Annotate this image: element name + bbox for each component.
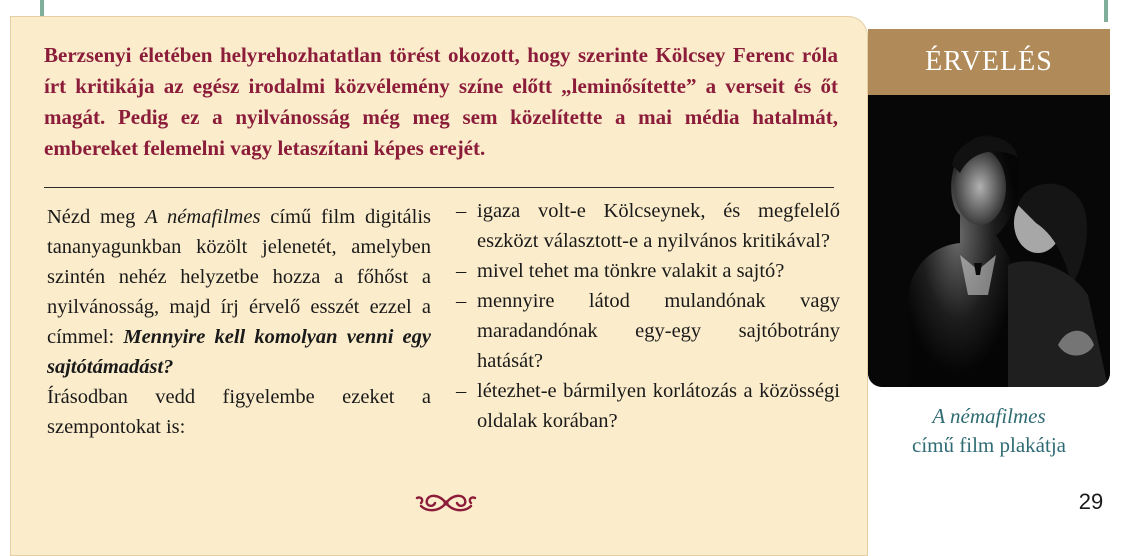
list-item [456,256,840,286]
task-film-title: A némafilmes [145,206,261,228]
top-rule-right [1104,0,1108,22]
list-dash: – [456,290,467,312]
list-item-text: igaza volt-e Kölcseynek, és megfelelő eszközt választott-e a nyilvános kritikával? [477,200,840,252]
task-paragraph [47,202,431,382]
section-header: ÉRVELÉS [868,29,1110,95]
ornament-icon [415,490,477,516]
list-item-text: mivel tehet ma tönkre valakit a sajtó? [477,260,785,282]
task-instruction: Írásodban vedd figyelembe ezeket a szempontokat is: [47,386,431,438]
caption-film-title: A némafilmes [932,404,1046,428]
list-item-text: létezhet-e bármilyen korlátozás a közösségi oldalak korában? [477,380,840,432]
poster-artwork [868,95,1110,387]
task-text-1: Nézd meg [47,206,146,228]
page-number: 29 [1078,489,1104,514]
task-text-2: című film digitális tananyagunkban közölt jelenetét, amelyben szintén nehéz helyzetbe hozza a főhőst a nyilvánosság, majd írj érvelő esszét ezzel a címmel: [47,206,431,348]
list-item [456,286,840,376]
task-column [47,202,431,442]
caption-text: című film plakátja [912,433,1066,457]
poster-caption [868,402,1110,460]
list-item [456,196,840,256]
divider-line [44,187,834,188]
list-dash: – [456,200,467,222]
film-poster-image [868,95,1110,387]
list-item-text: mennyire látod mulandónak vagy maradandónak egy-egy sajtóbotrány hatását? [477,290,840,372]
list-dash: – [456,260,467,282]
list-item [456,376,840,436]
intro-paragraph: Berzsenyi életében helyrehozhatatlan törést okozott, hogy szerinte Kölcsey Ferenc róla írt kritikája az egész irodalmi közvélemény színe előtt „leminősítette” a verseit és őt magát. Pedig ez a nyilvánosság még meg sem közelítette a mai média hatalmát, embereket felemelni vagy letaszítani képes erejét. [44,43,838,160]
essay-title: Mennyire kell komolyan venni egy sajtótámadást? [47,326,431,378]
list-dash: – [456,380,467,402]
criteria-list [456,196,840,436]
